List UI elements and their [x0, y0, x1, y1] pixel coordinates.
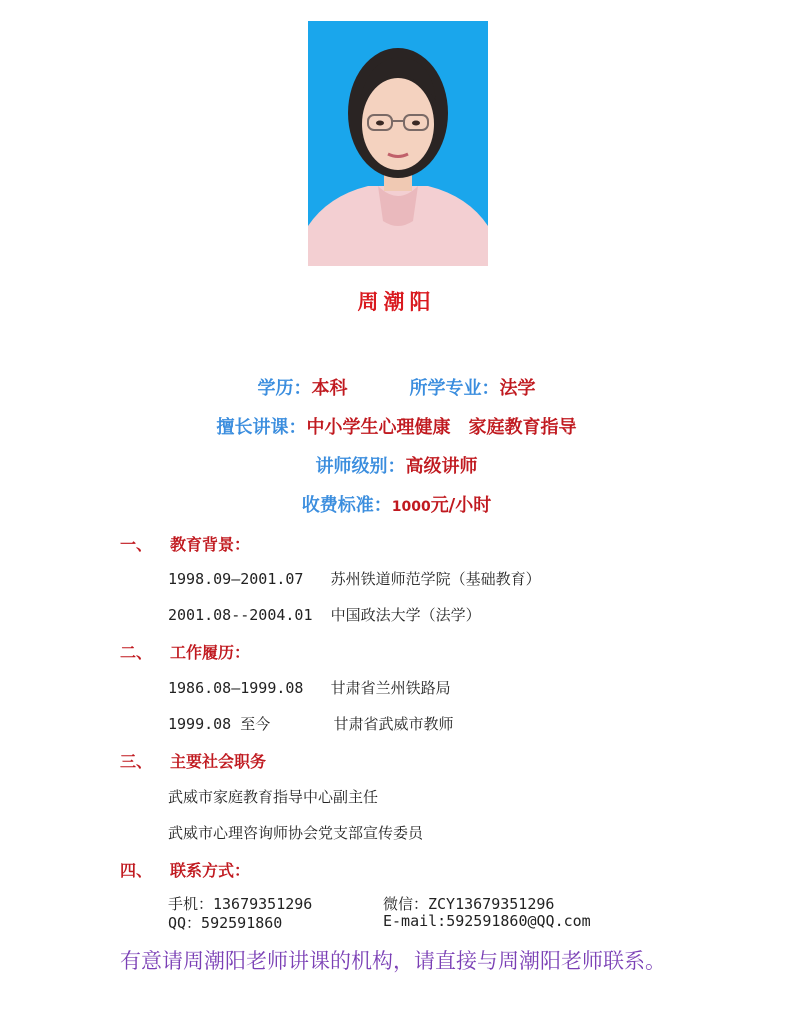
closing-note: 有意请周潮阳老师讲课的机构，请直接与周潮阳老师联系。: [120, 949, 666, 973]
portrait-photo: [308, 21, 488, 266]
wechat-id: 微信：ZCY13679351296: [383, 895, 555, 913]
item-date: 2001.08--2004.01: [168, 606, 313, 624]
education-label: 学历：: [257, 378, 312, 399]
section-work-heading: [120, 640, 250, 663]
section-positions-heading: [120, 749, 266, 772]
fee-label: 收费标准：: [301, 495, 392, 516]
specialty-label: 擅长讲课：: [216, 417, 307, 438]
section-title: 教育背景：: [170, 535, 251, 554]
portrait-illustration: [308, 21, 488, 266]
qq-number: QQ：592591860: [168, 914, 283, 932]
fee-line: [0, 491, 793, 517]
section-title: 主要社会职务: [170, 752, 267, 771]
major-label: 所学专业：: [409, 378, 500, 399]
section-number: 四、: [120, 861, 153, 880]
education-item: [168, 604, 481, 625]
level-value: 高级讲师: [405, 456, 478, 477]
work-item: [168, 677, 451, 698]
item-date: 1986.08—1999.08: [168, 679, 304, 697]
email-address: E-mail:592591860@QQ.com: [383, 912, 591, 930]
item-text: 甘肃省兰州铁路局: [330, 679, 451, 697]
education-value: 本科: [311, 378, 348, 399]
work-item: [168, 713, 453, 734]
section-number: 一、: [120, 535, 153, 554]
position-item: [168, 786, 378, 807]
fee-unit: 元/小时: [430, 495, 492, 516]
section-contact-heading: [120, 858, 250, 881]
section-title: 联系方式：: [170, 861, 251, 880]
section-education-heading: [120, 532, 250, 555]
item-text: 甘肃省武威市教师: [333, 715, 454, 733]
section-number: 三、: [120, 752, 153, 771]
level-line: [0, 452, 793, 478]
fee-amount: 1000: [391, 499, 431, 515]
education-line: [0, 374, 793, 400]
item-text: 苏州铁道师范学院（基础教育）: [330, 570, 541, 588]
education-item: [168, 568, 541, 589]
specialty-value: 中小学生心理健康 家庭教育指导: [306, 417, 577, 438]
item-date: 1998.09—2001.07: [168, 570, 304, 588]
section-number: 二、: [120, 643, 153, 662]
item-date: 1999.08 至今: [168, 715, 271, 733]
section-title: 工作履历：: [170, 643, 251, 662]
teacher-name: 周潮阳: [357, 289, 436, 314]
item-text: 武威市心理咨询师协会党支部宣传委员: [168, 824, 424, 842]
phone-number: 手机：13679351296: [168, 895, 313, 913]
position-item: [168, 822, 423, 843]
item-text: 中国政法大学（法学）: [330, 606, 481, 624]
major-value: 法学: [499, 378, 536, 399]
item-text: 武威市家庭教育指导中心副主任: [168, 788, 379, 806]
level-label: 讲师级别：: [315, 456, 406, 477]
specialty-line: [0, 413, 793, 439]
